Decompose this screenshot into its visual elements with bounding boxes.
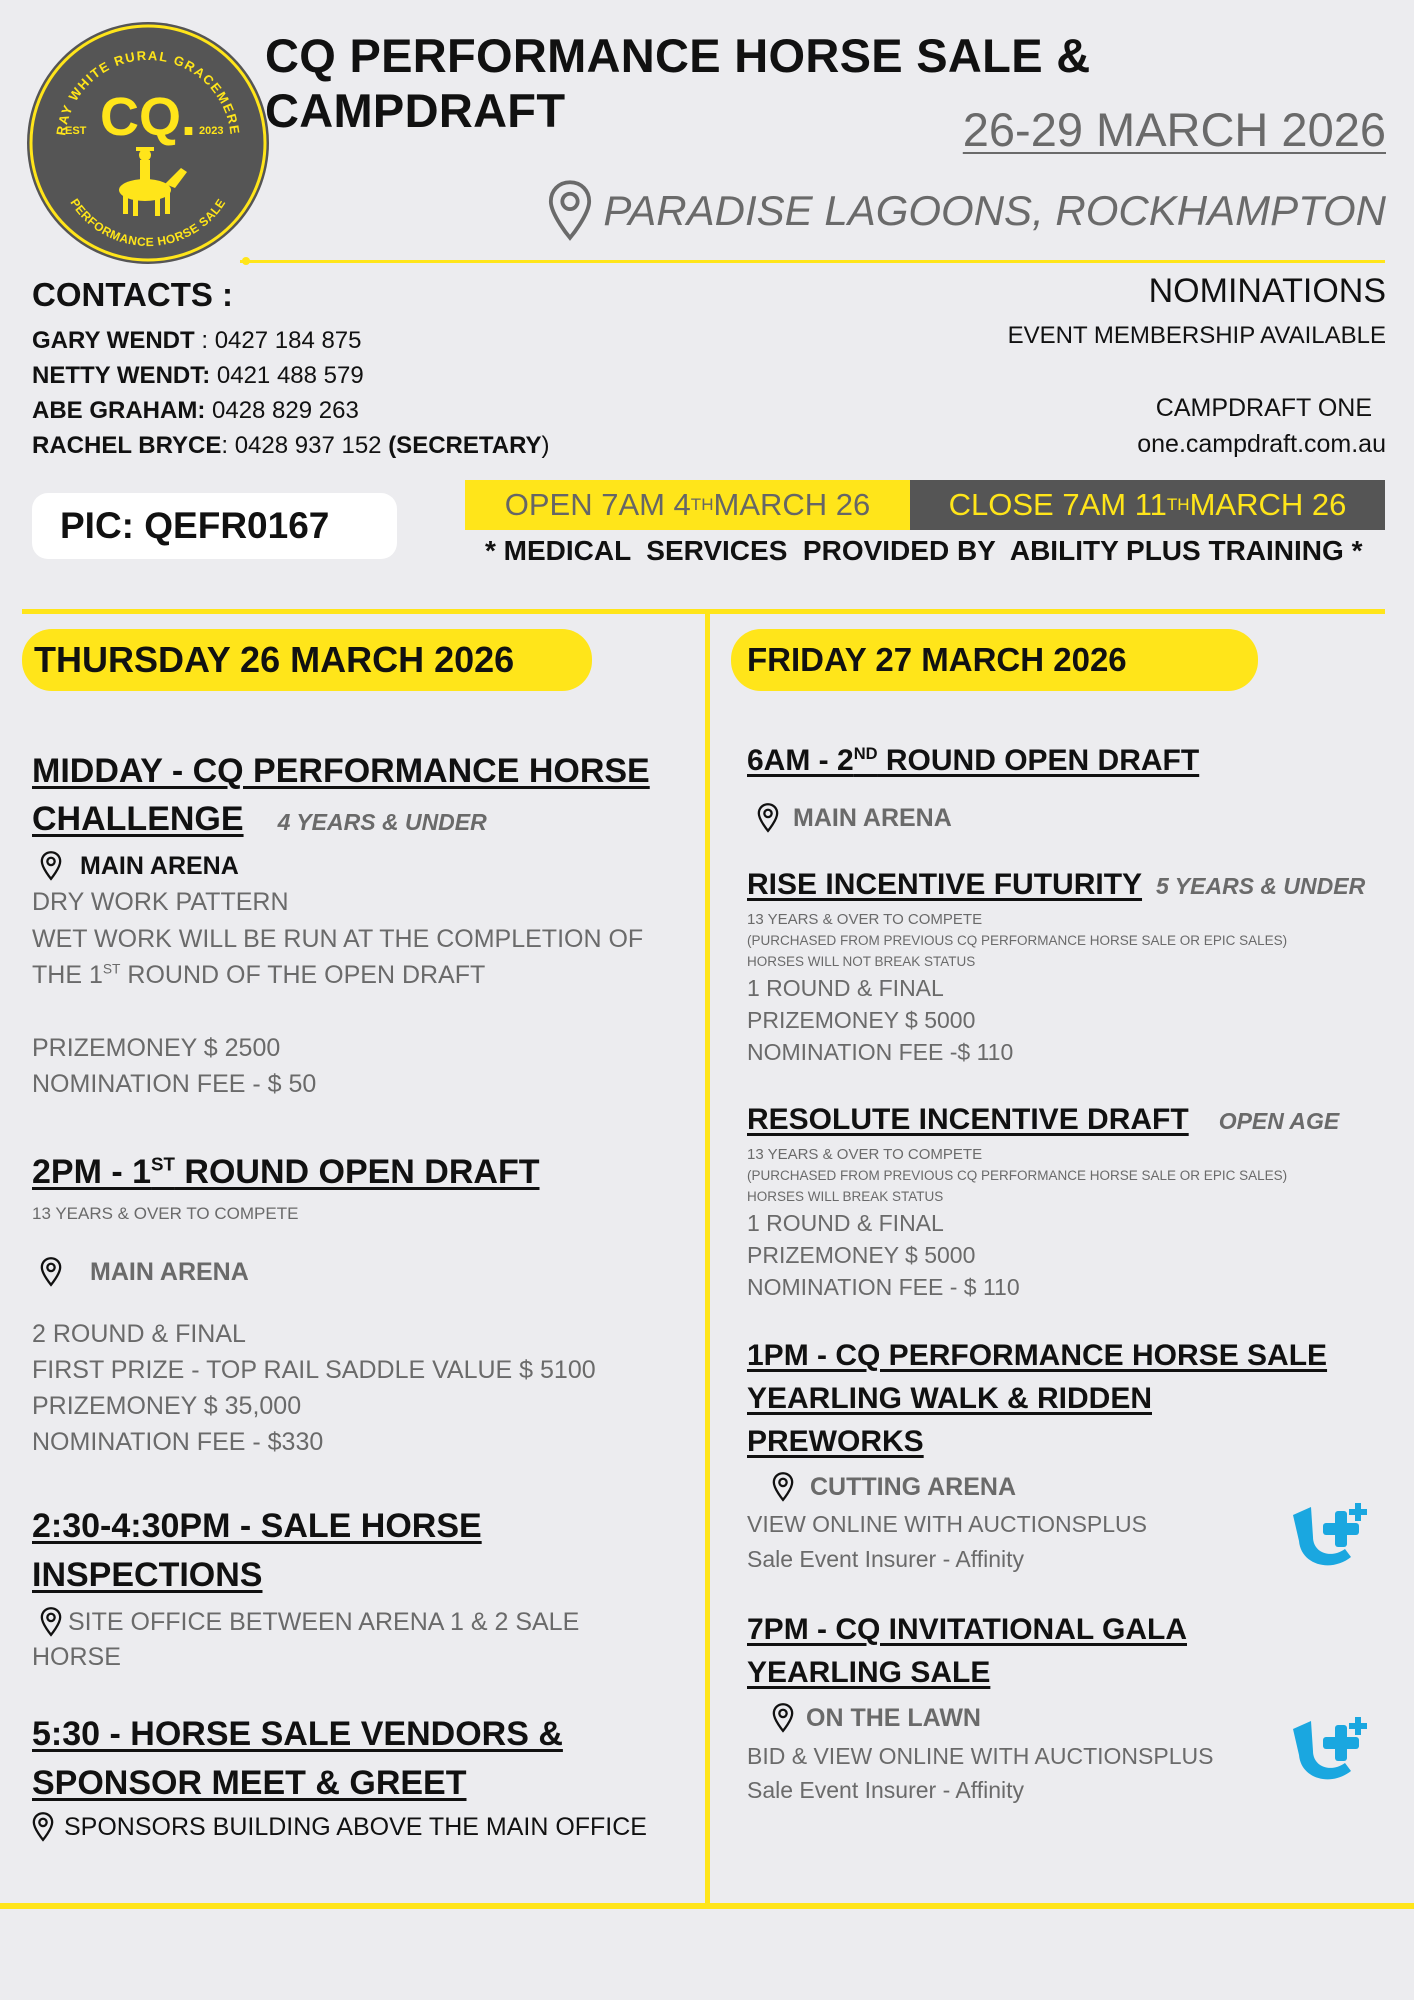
- event-location: SITE OFFICE BETWEEN ARENA 1 & 2 SALE: [40, 1604, 579, 1640]
- event-title: YEARLING SALE: [747, 1656, 991, 1689]
- contact-row: RACHEL BRYCE: 0428 937 152 (SECRETARY): [32, 432, 550, 459]
- event-detail: DRY WORK PATTERN: [32, 888, 289, 916]
- contact-row: ABE GRAHAM: 0428 829 263: [32, 397, 359, 424]
- event-title: SPONSOR MEET & GREET: [32, 1764, 467, 1802]
- header-divider: [240, 260, 1385, 263]
- logo-top-text: RAY WHITE RURAL GRACEMERE: [53, 47, 243, 137]
- event-location: MAIN ARENA: [757, 803, 952, 833]
- thursday-day-heading: THURSDAY 26 MARCH 2026: [22, 629, 592, 691]
- event-location-cont: HORSE: [32, 1643, 121, 1671]
- event-detail: 2 ROUND & FINAL: [32, 1320, 246, 1348]
- event-detail: Sale Event Insurer - Affinity: [747, 1777, 1024, 1803]
- venue-label: PARADISE LAGOONS, ROCKHAMPTON: [603, 187, 1386, 234]
- location-pin-icon: [547, 180, 593, 242]
- event-detail: THE 1ST ROUND OF THE OPEN DRAFT: [32, 961, 486, 989]
- auctionsplus-logo-icon[interactable]: [1287, 1711, 1373, 1781]
- event-detail: WET WORK WILL BE RUN AT THE COMPLETION OF: [32, 925, 644, 953]
- event-title: 6AM - 2ND ROUND OPEN DRAFT: [747, 744, 1200, 777]
- event-detail: BID & VIEW ONLINE WITH AUCTIONSPLUS: [747, 1743, 1214, 1769]
- event-title: MIDDAY - CQ PERFORMANCE HORSE: [32, 752, 650, 790]
- schedule-column-divider: [705, 612, 710, 1908]
- event-title: CQ PERFORMANCE HORSE SALE & CAMPDRAFT: [265, 29, 1091, 137]
- contacts-title: CONTACTS :: [32, 276, 234, 313]
- event-title: 2:30-4:30PM - SALE HORSE: [32, 1507, 482, 1545]
- event-prizemoney: PRIZEMONEY $ 5000: [747, 1007, 976, 1033]
- logo-year: 2023: [199, 125, 224, 137]
- nominations-subtitle: EVENT MEMBERSHIP AVAILABLE: [1007, 322, 1386, 349]
- location-pin-icon: [772, 1472, 794, 1502]
- event-prizemoney: PRIZEMONEY $ 5000: [747, 1242, 976, 1268]
- nominations-open-box: OPEN 7AM 4 TH MARCH 26: [465, 480, 910, 530]
- contact-phone[interactable]: 0428 829 263: [212, 397, 359, 424]
- event-title: 7PM - CQ INVITATIONAL GALA: [747, 1613, 1187, 1646]
- medical-services-notice: * MEDICAL SERVICES PROVIDED BY ABILITY PLUS TRAINING *: [485, 535, 1363, 566]
- nominations-close-box: CLOSE 7AM 11 TH MARCH 26: [910, 480, 1385, 530]
- event-subtext: 13 YEARS & OVER TO COMPETE: [32, 1204, 299, 1223]
- event-title: CHALLENGE: [32, 800, 244, 838]
- event-title: 5:30 - HORSE SALE VENDORS &: [32, 1715, 563, 1753]
- event-location: MAIN ARENA: [40, 1257, 249, 1287]
- event-prizemoney: PRIZEMONEY $ 2500: [32, 1034, 281, 1062]
- logo-est: EST: [65, 125, 87, 137]
- venue: [547, 180, 1386, 242]
- location-pin-icon: [40, 1257, 62, 1287]
- schedule-bottom-divider: [0, 1903, 1414, 1909]
- event-date: 26-29 MARCH 2026: [962, 103, 1386, 156]
- contact-phone[interactable]: 0427 184 875: [214, 327, 362, 354]
- contact-row: NETTY WENDT: 0421 488 579: [32, 362, 364, 389]
- location-pin-icon: [40, 851, 62, 881]
- event-location: ON THE LAWN: [772, 1703, 981, 1733]
- event-title-row: [32, 800, 487, 839]
- event-title: RESOLUTE INCENTIVE DRAFT: [747, 1103, 1189, 1136]
- location-pin-icon: [32, 1812, 54, 1842]
- event-title: PREWORKS: [747, 1425, 924, 1458]
- event-detail: 1 ROUND & FINAL: [747, 975, 944, 1001]
- event-nomination-fee: NOMINATION FEE - $330: [32, 1428, 324, 1456]
- event-subtext: (PURCHASED FROM PREVIOUS CQ PERFORMANCE HORSE SALE OR EPIC SALES): [747, 933, 1288, 948]
- event-detail: VIEW ONLINE WITH AUCTIONSPLUS: [747, 1511, 1147, 1537]
- nominations-title: NOMINATIONS: [1148, 272, 1386, 310]
- age-tag: 4 YEARS & UNDER: [277, 809, 487, 835]
- event-nomination-fee: NOMINATION FEE - $ 50: [32, 1070, 317, 1098]
- event-title: 1PM - CQ PERFORMANCE HORSE SALE: [747, 1339, 1328, 1372]
- age-tag: 5 YEARS & UNDER: [1156, 873, 1366, 899]
- contact-row: GARY WENDT : 0427 184 875: [32, 327, 362, 354]
- schedule-top-divider: [22, 609, 1385, 614]
- event-title: YEARLING WALK & RIDDEN: [747, 1382, 1152, 1415]
- contact-phone[interactable]: 0421 488 579: [216, 362, 364, 389]
- event-detail: 1 ROUND & FINAL: [747, 1210, 944, 1236]
- event-detail: FIRST PRIZE - TOP RAIL SADDLE VALUE $ 5100: [32, 1356, 596, 1384]
- event-detail: Sale Event Insurer - Affinity: [747, 1546, 1024, 1572]
- campdraft-url-link[interactable]: one.campdraft.com.au: [1137, 430, 1386, 458]
- auctionsplus-logo-icon[interactable]: [1287, 1497, 1373, 1567]
- friday-day-heading: FRIDAY 27 MARCH 2026: [731, 629, 1258, 691]
- event-subtext: 13 YEARS & OVER TO COMPETE: [747, 1146, 983, 1163]
- event-title: RISE INCENTIVE FUTURITY: [747, 868, 1143, 901]
- event-title-row: [747, 1103, 1339, 1137]
- logo-initials: CQ.: [99, 87, 197, 147]
- event-location: MAIN ARENA: [40, 851, 239, 881]
- event-title: INSPECTIONS: [32, 1556, 263, 1594]
- logo-bottom-text: PERFORMANCE HORSE SALE: [67, 196, 229, 250]
- event-title: 2PM - 1ST ROUND OPEN DRAFT: [32, 1153, 540, 1191]
- event-location: CUTTING ARENA: [772, 1472, 1016, 1502]
- campdraft-one-label: CAMPDRAFT ONE: [1155, 394, 1372, 422]
- event-nomination-fee: NOMINATION FEE - $ 110: [747, 1274, 1020, 1300]
- event-prizemoney: PRIZEMONEY $ 35,000: [32, 1392, 302, 1420]
- event-location: SPONSORS BUILDING ABOVE THE MAIN OFFICE: [32, 1812, 647, 1842]
- pic-badge: PIC: QEFR0167: [32, 493, 397, 559]
- event-nomination-fee: NOMINATION FEE -$ 110: [747, 1039, 1014, 1065]
- location-pin-icon: [772, 1703, 794, 1733]
- event-title-row: [747, 868, 1365, 902]
- header-divider-dot: [242, 257, 250, 265]
- location-pin-icon: [757, 803, 779, 833]
- location-pin-icon: [40, 1607, 62, 1637]
- cq-logo: [25, 20, 271, 266]
- event-subtext: (PURCHASED FROM PREVIOUS CQ PERFORMANCE HORSE SALE OR EPIC SALES): [747, 1168, 1288, 1183]
- event-subtext: 13 YEARS & OVER TO COMPETE: [747, 911, 983, 928]
- age-tag: OPEN AGE: [1218, 1108, 1340, 1134]
- event-subtext: HORSES WILL BREAK STATUS: [747, 1189, 944, 1204]
- contact-phone[interactable]: 0428 937 152: [234, 432, 389, 459]
- event-subtext: HORSES WILL NOT BREAK STATUS: [747, 954, 976, 969]
